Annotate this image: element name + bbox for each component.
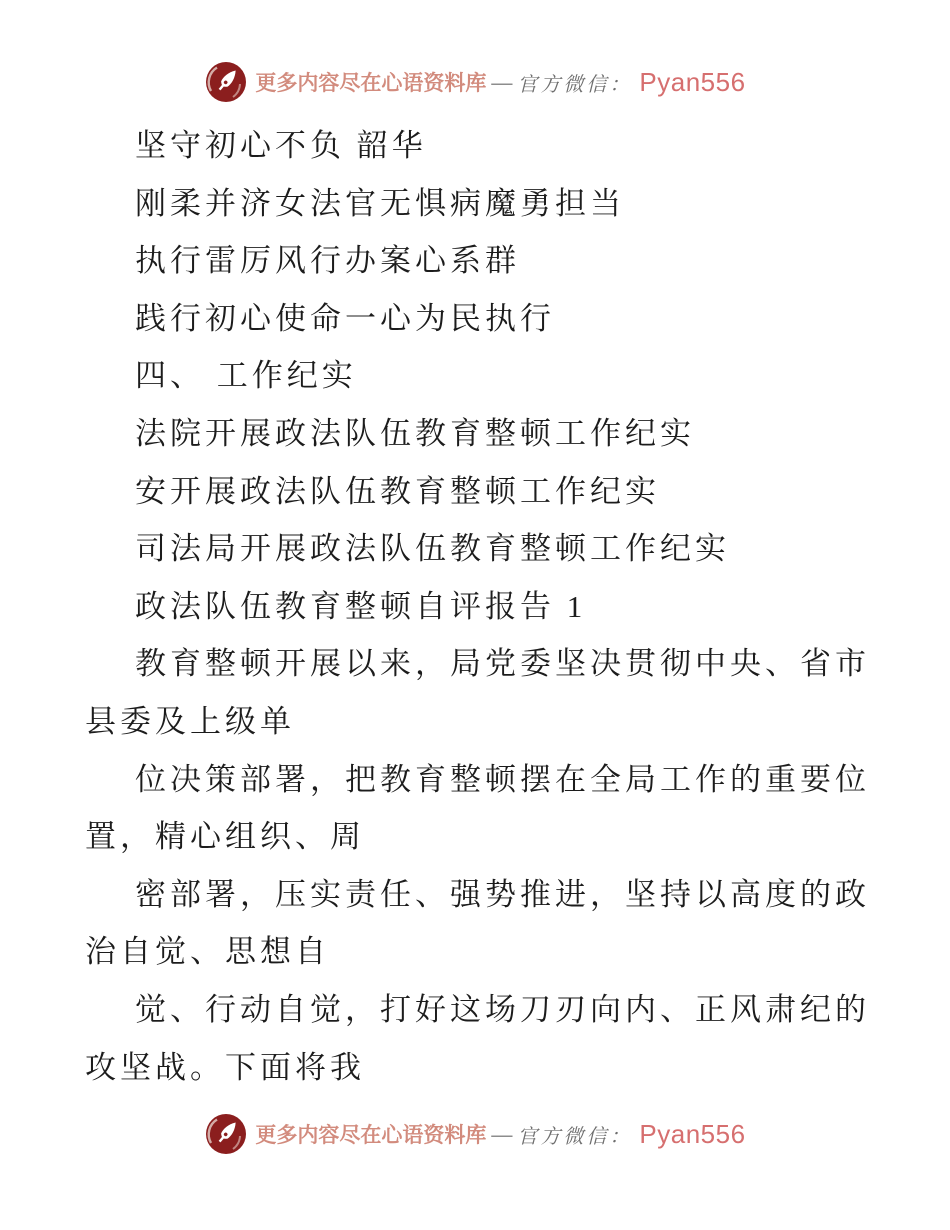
watermark-wechat-id: Pyan556 [639, 1118, 746, 1149]
watermark-wechat-label: 官方微信： [517, 1125, 633, 1148]
text-line: 安开展政法队伍教育整顿工作纪实 [135, 473, 660, 509]
watermark-brand-text: 更多内容尽在心语资料库 [255, 71, 487, 95]
document-content [0, 104, 950, 1096]
watermark-wechat-label: 官方微信： [517, 73, 633, 96]
text-line: 位决策部署，把教育整顿摆在全局工作的重要位 [135, 761, 870, 797]
text-line: 教育整顿开展以来，局党委坚决贯彻中央、省市 [135, 646, 870, 682]
watermark-dash: — [491, 1121, 513, 1146]
watermark-brand-text: 更多内容尽在心语资料库 [255, 1123, 487, 1148]
header-watermark [0, 0, 950, 104]
text-line: 治自觉、思想自 [85, 934, 330, 970]
watermark-wechat-id: Pyan556 [639, 66, 746, 97]
text-line: 觉、行动自觉，打好这场刀刃向内、正风肃纪的 [135, 991, 870, 1027]
text-line: 司法局开展政法队伍教育整顿工作纪实 [135, 531, 730, 567]
text-line: 执行雷厉风行办案心系群 [135, 243, 520, 279]
pen-nib-logo-icon [204, 60, 248, 104]
text-line: 坚守初心不负 韶华 [135, 128, 427, 163]
text-line: 法院开展政法队伍教育整顿工作纪实 [135, 415, 695, 451]
pen-nib-logo-icon [204, 1112, 248, 1156]
text-line: 县委及上级单 [85, 703, 295, 739]
text-line: 刚柔并济女法官无惧病魔勇担当 [135, 185, 625, 221]
text-line: 攻坚战。下面将我 [85, 1049, 365, 1085]
text-line: 置，精心组织、周 [85, 819, 365, 855]
footer-watermark [0, 1112, 950, 1156]
text-line: 四、 工作纪实 [135, 358, 357, 394]
text-line: 政法队伍教育整顿自评报告 1 [135, 588, 587, 624]
watermark-dash: — [491, 69, 513, 94]
text-line: 密部署，压实责任、强势推进，坚持以高度的政 [135, 876, 870, 912]
text-line: 践行初心使命一心为民执行 [135, 300, 555, 336]
